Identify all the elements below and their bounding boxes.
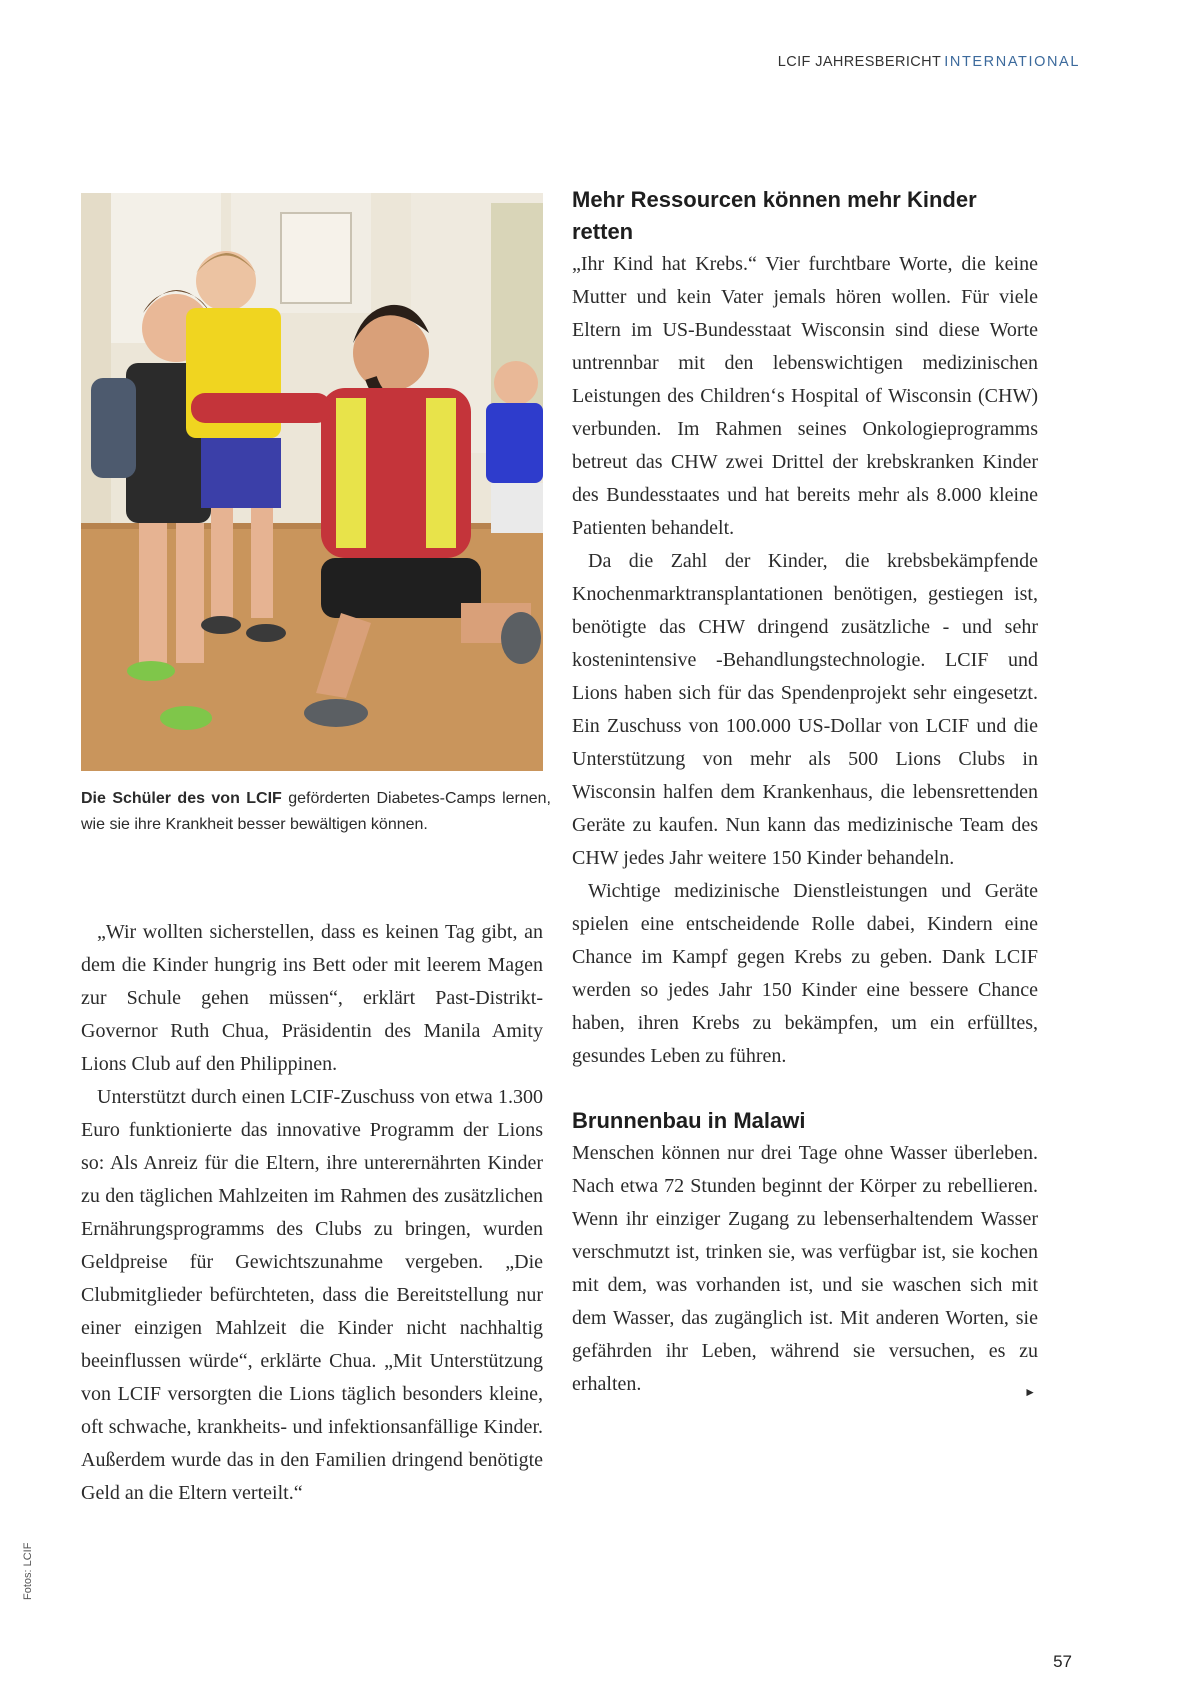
- left-paragraph-1: „Wir wollten sicherstellen, dass es keinen Tag gibt, an dem die Kinder hungrig ins Bett oder mit leerem Magen zur Schule gehen müssen“, erklärt Past-Distrikt-Governor Ruth Chua, Präsidentin des Manila Amity Lions Club auf den Philippinen.: [81, 921, 543, 1075]
- left-paragraph-2: Unterstützt durch einen LCIF-Zuschuss von etwa 1.300 Euro funktionierte das innovative Programm der Lions so: Als Anreiz für die Eltern, ihre unterernährten Kinder zu den täglichen Mahlzeiten im Rahmen des zusätzlichen Ernährungsprogramms des Clubs zu bringen, wurden Geldpreise für Gewichtszunahme vergeben. „Die Clubmitglieder befürchteten, dass die Bereitstellung nur einer einzigen Mahlzeit die Kinder nicht nachhaltig beeinflussen würde“, erklärte Chua. „Mit Unterstützung von LCIF versorgten die Lions täglich besonders kleine, oft schwache, krankheits- und infektionsanfällige Kinder. Außerdem wurde das in den Familien dringend benötigte Geld an die Eltern verteilt.“: [81, 1086, 543, 1504]
- caption-text: geförderten Diabetes-Camps lernen, wie sie ihre Krankheit besser bewältigen können.: [81, 790, 551, 833]
- right-column: [572, 184, 1038, 1397]
- left-column: [81, 916, 543, 1510]
- continue-arrow-icon: ►: [1024, 1385, 1036, 1399]
- caption-bold: Die Schüler des von LCIF: [81, 790, 282, 807]
- section1-paragraph-1: „Ihr Kind hat Krebs.“ Vier furchtbare Worte, die keine Mutter und kein Vater jemals hören wollen. Für viele Eltern im US-Bundesstaat Wisconsin sind diese Worte untrennbar mit den lebenswichtigen medizinischen Leistungen des Children‘s Hospital of Wisconsin (CHW) verbunden. Im Rahmen seines Onkologieprogramms betreut das CHW zwei Drittel der krebskranken Kinder des Bundesstaates und hat bereits mehr als 8.000 kleine Patienten behandelt.: [572, 253, 1038, 539]
- heading-brunnenbau: Brunnenbau in Malawi: [572, 1108, 806, 1133]
- photo-caption: [81, 786, 551, 838]
- section1-paragraph-2: Da die Zahl der Kinder, die krebsbekämpfende Knochenmarktransplantationen benötigen, gestiegen ist, benötigte das CHW dringend zusätzliche - und sehr kostenintensive -Behandlungstechnologie. LCIF und Lions haben sich für das Spendenprojekt sehr eingesetzt. Ein Zuschuss von 100.000 US-Dollar von LCIF und die Unterstützung von mehr als 500 Lions Clubs in Wisconsin halfen dem Krankenhaus, die lebensrettenden Geräte zu kaufen. Nun kann das medizinische Team des CHW jedes Jahr weitere 150 Kinder behandeln.: [572, 550, 1038, 869]
- section2-paragraph-1: Menschen können nur drei Tage ohne Wasser überleben. Nach etwa 72 Stunden beginnt der Körper zu rebellieren. Wenn ihr einziger Zugang zu lebenserhaltendem Wasser verschmutzt ist, trinken sie, was verfügbar ist, sie kochen mit dem, was vorhanden ist, und sie waschen sich mit dem Wasser, das zugänglich ist. Mit anderen Worten, sie gefährden ihr Leben, während sie versuchen, es zu erhalten.: [572, 1142, 1038, 1395]
- header-title: LCIF JAHRESBERICHT: [777, 54, 942, 70]
- section1-paragraph-3: Wichtige medizinische Dienstleistungen und Geräte spielen eine entscheidende Rolle dabei, Kindern eine Chance im Kampf gegen Krebs zu geben. Dank LCIF werden so jedes Jahr 150 Kinder eine bessere Chance haben, ihren Krebs zu bekämpfen, um ein erfülltes, gesundes Leben zu führen.: [572, 880, 1038, 1067]
- photo-credit: Fotos: LCIF: [22, 1542, 34, 1600]
- article-photo: [81, 193, 543, 771]
- running-header: [778, 54, 1080, 70]
- page-number: 57: [1053, 1652, 1072, 1671]
- header-section: INTERNATIONAL: [944, 54, 1080, 70]
- heading-ressourcen: Mehr Ressourcen können mehr Kinder retten: [572, 187, 977, 244]
- photo-illustration: [81, 193, 543, 771]
